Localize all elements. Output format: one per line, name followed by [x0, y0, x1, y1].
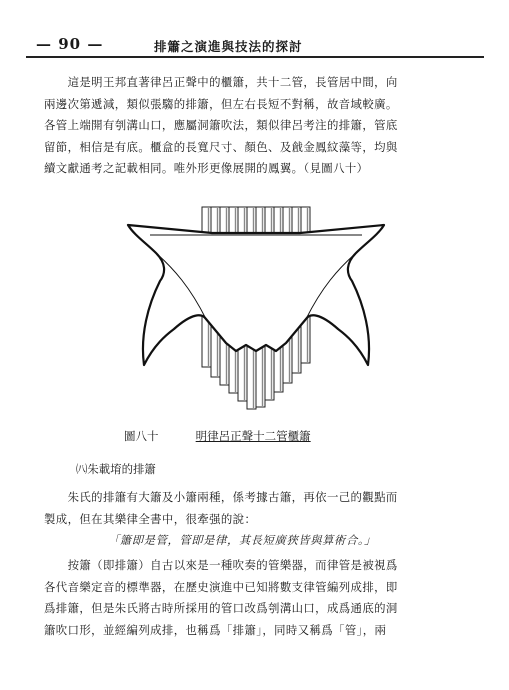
text-line: 簫吹口形，並經編列成排，也稱爲「排簫」，同時又稱爲「管」，兩	[44, 622, 387, 637]
paragraph-3	[44, 555, 484, 641]
text-line: 續文獻通考之記載相同。唯外形更像展開的鳳翼。（見圖八十）	[44, 161, 369, 175]
running-header	[26, 34, 484, 58]
text-line: 這是明王邦直著律呂正聲中的櫃簫，共十二管，長管居中間，向	[44, 75, 398, 89]
paragraph-1	[44, 72, 474, 180]
figure-title: 明律呂正聲十二管櫃簫	[195, 429, 311, 443]
figure-label: 圖八十	[124, 429, 159, 443]
text-line: 按簫（即排簫）自古以來是一種吹奏的管樂器，而律管是被視爲	[44, 558, 398, 572]
wing-case-outline	[128, 225, 384, 365]
text-line: 兩邊次第遞減，類似張騶的排簫，但左右長短不對稱，故音域較廣。	[44, 96, 398, 111]
text-line: 製成，但在其樂律全書中，很牽强的說：	[44, 511, 257, 526]
paragraph-2	[44, 487, 474, 530]
section-heading: ㈧朱載堉的排簫	[76, 462, 156, 476]
text-line: 朱氏的排簫有大簫及小簫兩種，係考據古簫，再依一己的觀點而	[44, 490, 398, 504]
page-number: — 90 —	[36, 35, 104, 53]
figure-caption	[124, 428, 424, 444]
text-line: 各代音樂定音的標準器，在歷史演進中已知將數支律管編列成排，即	[44, 579, 398, 594]
panpipe-drawing	[120, 195, 392, 430]
running-title: 排簫之演進與技法的探討	[154, 39, 303, 54]
quotation: 「簫即是管，管即是律，其長短廣狹皆與算術合。」	[108, 534, 376, 547]
panpipe-illustration	[120, 195, 392, 430]
text-line: 爲排簫，但是朱氏將古時所採用的管口改爲刳溝山口，成爲通底的洞	[44, 601, 398, 615]
text-line: 各管上端開有刳溝山口，應屬洞簫吹法，類似律呂考注的排簫，管底	[44, 118, 398, 132]
text-line: 留節，相信是有底。櫃盒的長寬尺寸、顏色、及戧金鳳紋藻等，均與	[44, 139, 398, 154]
